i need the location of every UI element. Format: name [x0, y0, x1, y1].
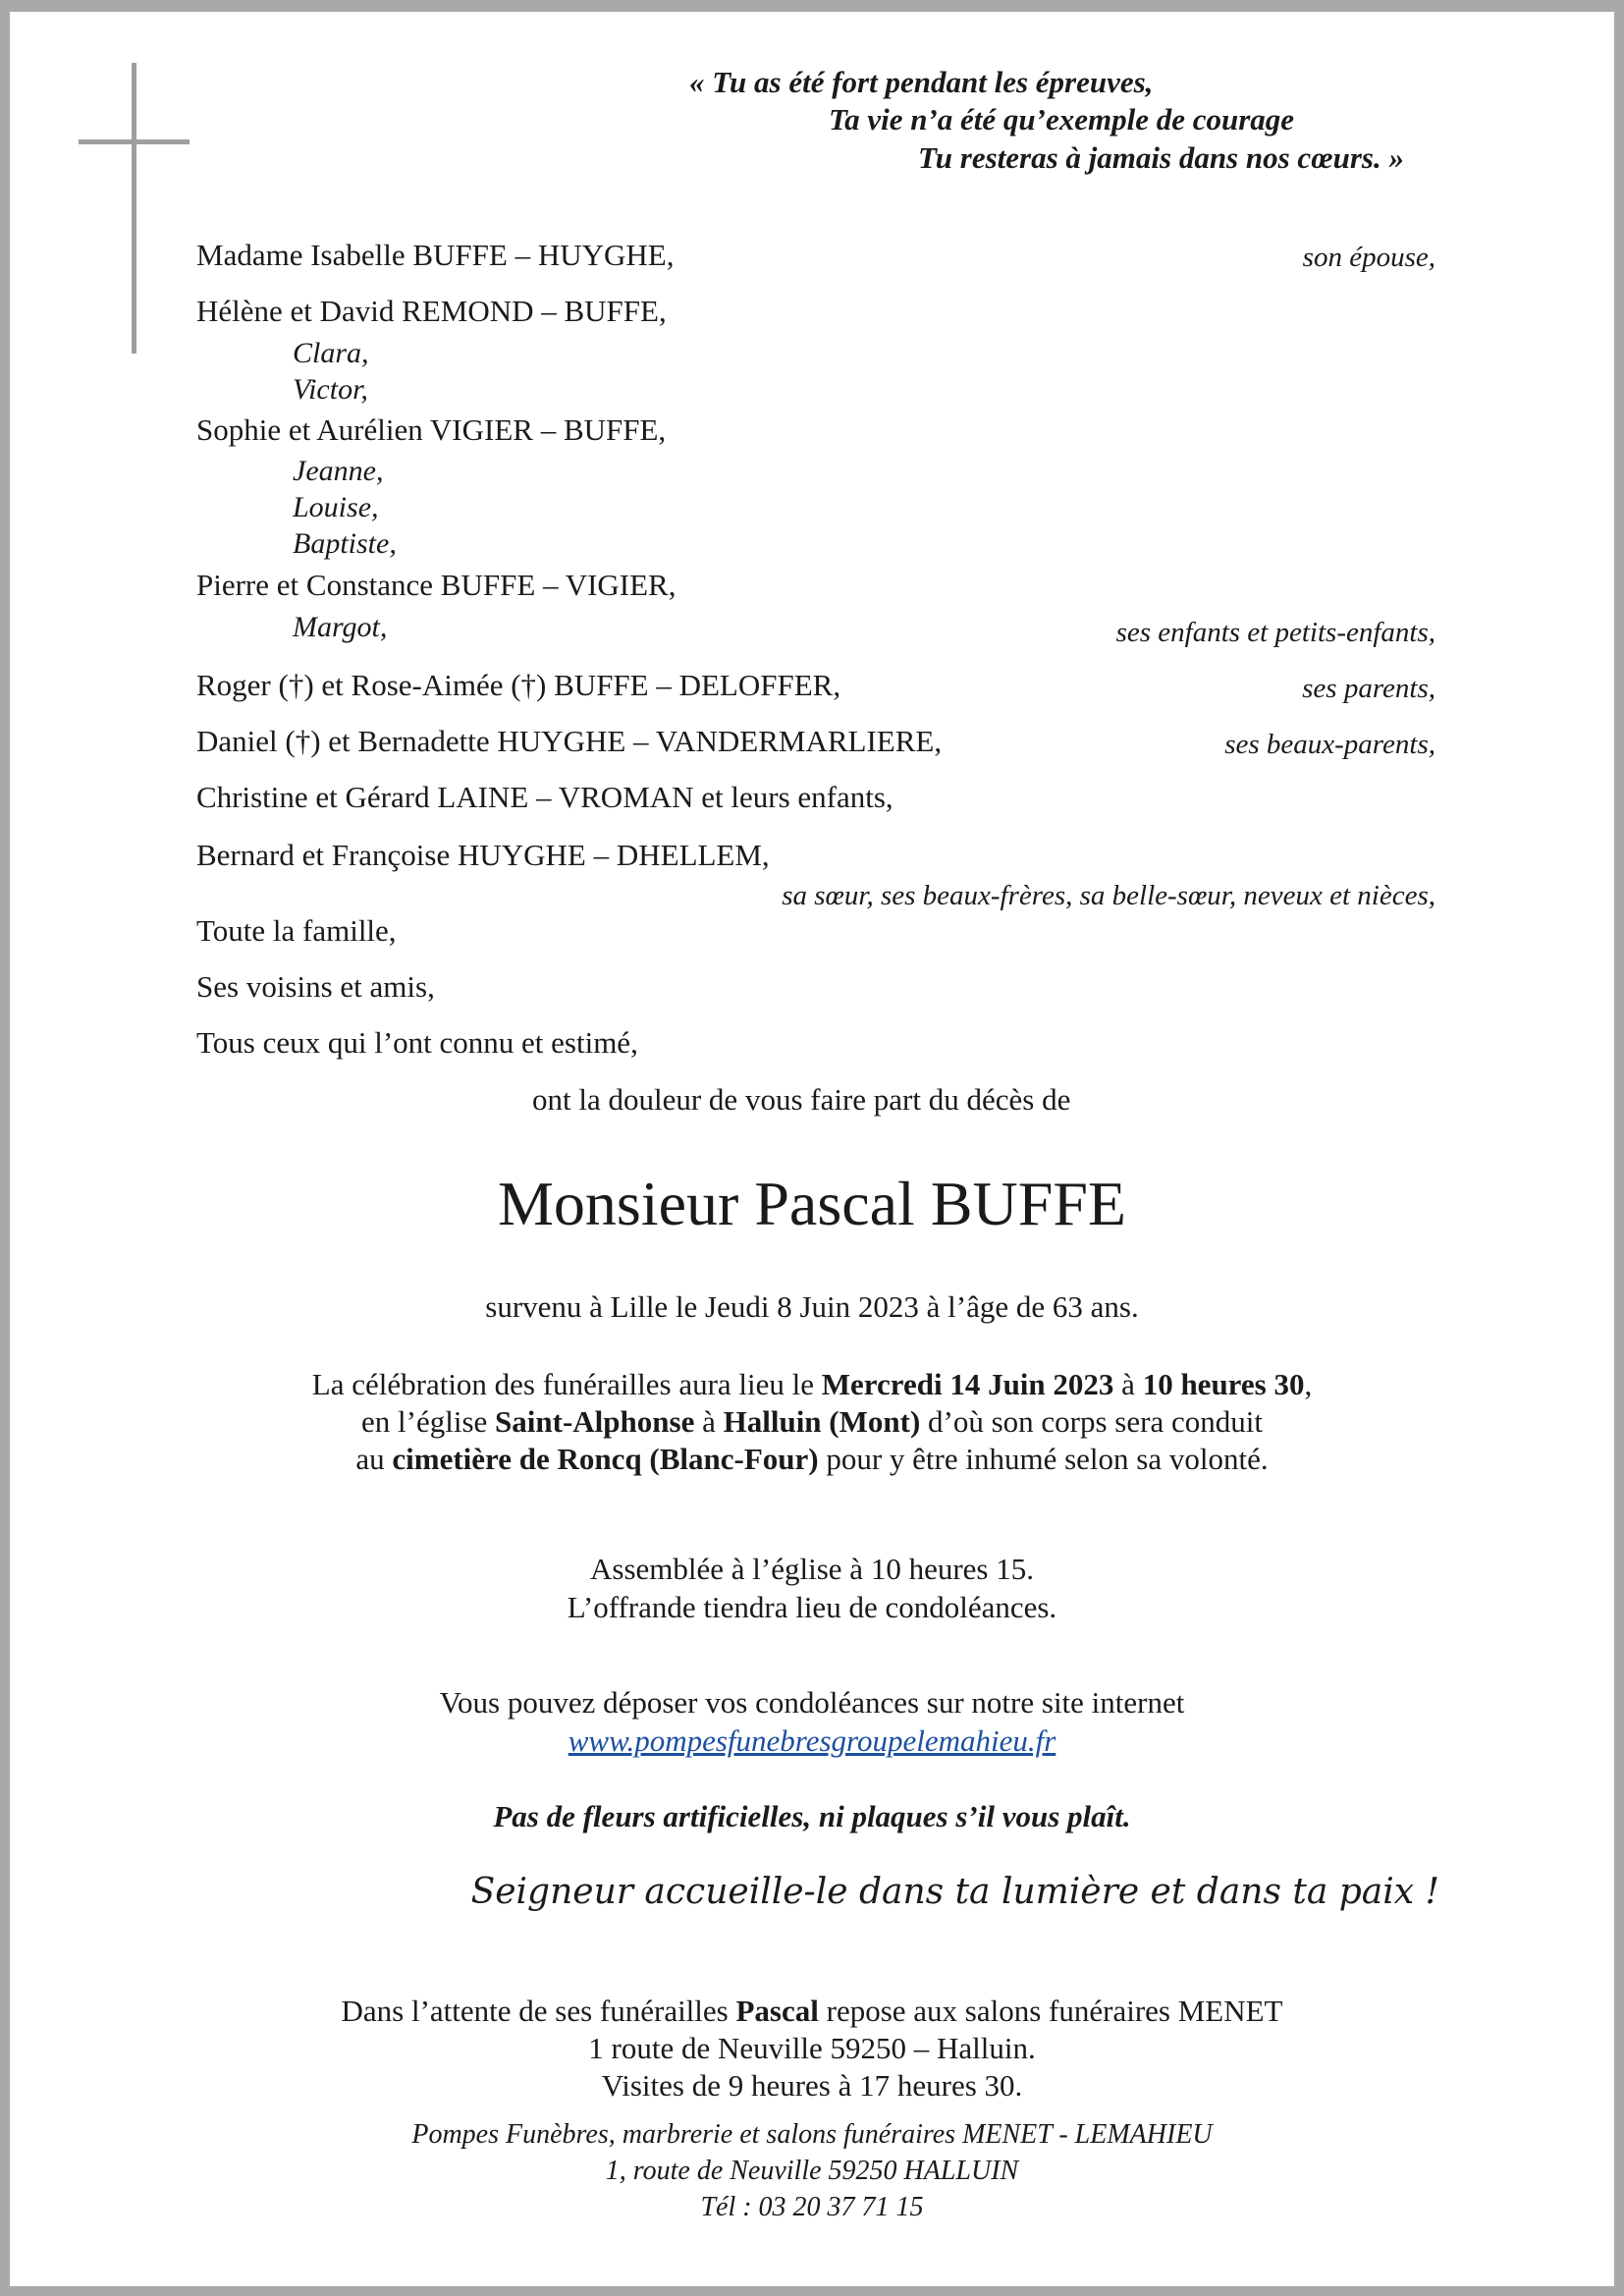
ceremony-date: Mercredi 14 Juin 2023 [821, 1367, 1114, 1401]
grandchild-name: Victor, [293, 373, 368, 406]
ceremony-time: 10 heures 30 [1142, 1367, 1305, 1401]
rest-text: Dans l’attente de ses funérailles [341, 1994, 736, 2028]
family-name-1: Madame Isabelle BUFFE – HUYGHE, [196, 238, 675, 272]
assembly-info: Assemblée à l’église à 10 heures 15. [590, 1552, 1034, 1586]
family-name-4: Pierre et Constance BUFFE – VIGIER, [196, 568, 677, 602]
ceremony-line-3 [10, 1441, 1614, 1478]
grandchild-name: Louise, [293, 491, 379, 523]
death-info: survenu à Lille le Jeudi 8 Juin 2023 à l’âge de 63 ans. [485, 1289, 1139, 1324]
footer-phone: Tél : 03 20 37 71 15 [700, 2192, 924, 2222]
rest-line-2: 1 route de Neuville 59250 – Halluin. [588, 2031, 1036, 2065]
rest-line-1 [10, 1993, 1614, 2030]
family-name-5: Roger (†) et Rose-Aimée (†) BUFFE – DELOFFER, [196, 668, 841, 702]
rest-name: Pascal [735, 1994, 819, 2028]
others-line-3: Tous ceux qui l’ont connu et estimé, [196, 1025, 638, 1060]
relation-parents: ses parents, [1302, 673, 1435, 704]
relation-children: ses enfants et petits-enfants, [1115, 617, 1435, 648]
church-location: Halluin (Mont) [723, 1404, 921, 1439]
grandchild-name: Jeanne, [293, 455, 384, 487]
website-link[interactable]: www.pompesfunebresgroupelemahieu.fr [568, 1723, 1056, 1758]
epigraph-line-2: Ta vie n’a été qu’exemple de courage [829, 102, 1295, 137]
condolences-text: Vous pouvez déposer vos condoléances sur notre site internet [439, 1685, 1185, 1720]
others-line-1: Toute la famille, [196, 913, 397, 948]
no-flowers-note: Pas de fleurs artificielles, ni plaques s’il vous plaît. [493, 1799, 1131, 1833]
footer-company: Pompes Funèbres, marbrerie et salons funéraires MENET - LEMAHIEU [411, 2119, 1213, 2150]
family-name-2: Hélène et David REMOND – BUFFE, [196, 294, 667, 328]
ceremony-text: d’où son corps sera conduit [920, 1404, 1263, 1439]
death-notice-page [10, 12, 1614, 2286]
announcement: ont la douleur de vous faire part du décès de [532, 1082, 1071, 1117]
grandchild-name: Margot, [293, 611, 388, 643]
cemetery-name: cimetière de Roncq (Blanc-Four) [392, 1442, 819, 1476]
ceremony-line-1 [10, 1366, 1614, 1403]
ceremony-line-2 [10, 1403, 1614, 1441]
rest-text: repose aux salons funéraires MENET [818, 1994, 1283, 2028]
deceased-name: Monsieur Pascal BUFFE [498, 1169, 1126, 1238]
family-name-6: Daniel (†) et Bernadette HUYGHE – VANDERMARLIERE, [196, 724, 943, 758]
family-name-7: Christine et Gérard LAINE – VROMAN et leurs enfants, [196, 780, 893, 814]
offering-info: L’offrande tiendra lieu de condoléances. [567, 1590, 1057, 1624]
church-name: Saint-Alphonse [495, 1404, 695, 1439]
epigraph-line-3: Tu resteras à jamais dans nos cœurs. » [918, 140, 1404, 175]
rest-line-3: Visites de 9 heures à 17 heures 30. [601, 2068, 1023, 2103]
cross-icon-horizontal [79, 139, 189, 144]
ceremony-text: au [355, 1442, 393, 1476]
ceremony-text: La célébration des funérailles aura lieu le [311, 1367, 822, 1401]
ceremony-text: en l’église [361, 1404, 496, 1439]
cross-icon-vertical [132, 63, 136, 354]
relation-siblings: sa sœur, ses beaux-frères, sa belle-sœur, neveux et nièces, [782, 880, 1435, 911]
prayer-text: Seigneur accueille-le dans ta lumière et dans ta paix ! [470, 1872, 1439, 1912]
ceremony-text: à [1113, 1367, 1143, 1401]
family-name-3: Sophie et Aurélien VIGIER – BUFFE, [196, 412, 667, 447]
relation-in-laws: ses beaux-parents, [1224, 729, 1435, 760]
epigraph-line-1: « Tu as été fort pendant les épreuves, [689, 65, 1154, 99]
ceremony-text: , [1304, 1367, 1313, 1401]
footer-address: 1, route de Neuville 59250 HALLUIN [605, 2156, 1019, 2186]
family-name-8: Bernard et Françoise HUYGHE – DHELLEM, [196, 838, 770, 872]
grandchild-name: Clara, [293, 337, 369, 369]
grandchild-name: Baptiste, [293, 527, 397, 560]
ceremony-text: à [694, 1404, 724, 1439]
others-line-2: Ses voisins et amis, [196, 969, 435, 1004]
ceremony-text: pour y être inhumé selon sa volonté. [818, 1442, 1269, 1476]
relation-spouse: son épouse, [1302, 242, 1435, 273]
